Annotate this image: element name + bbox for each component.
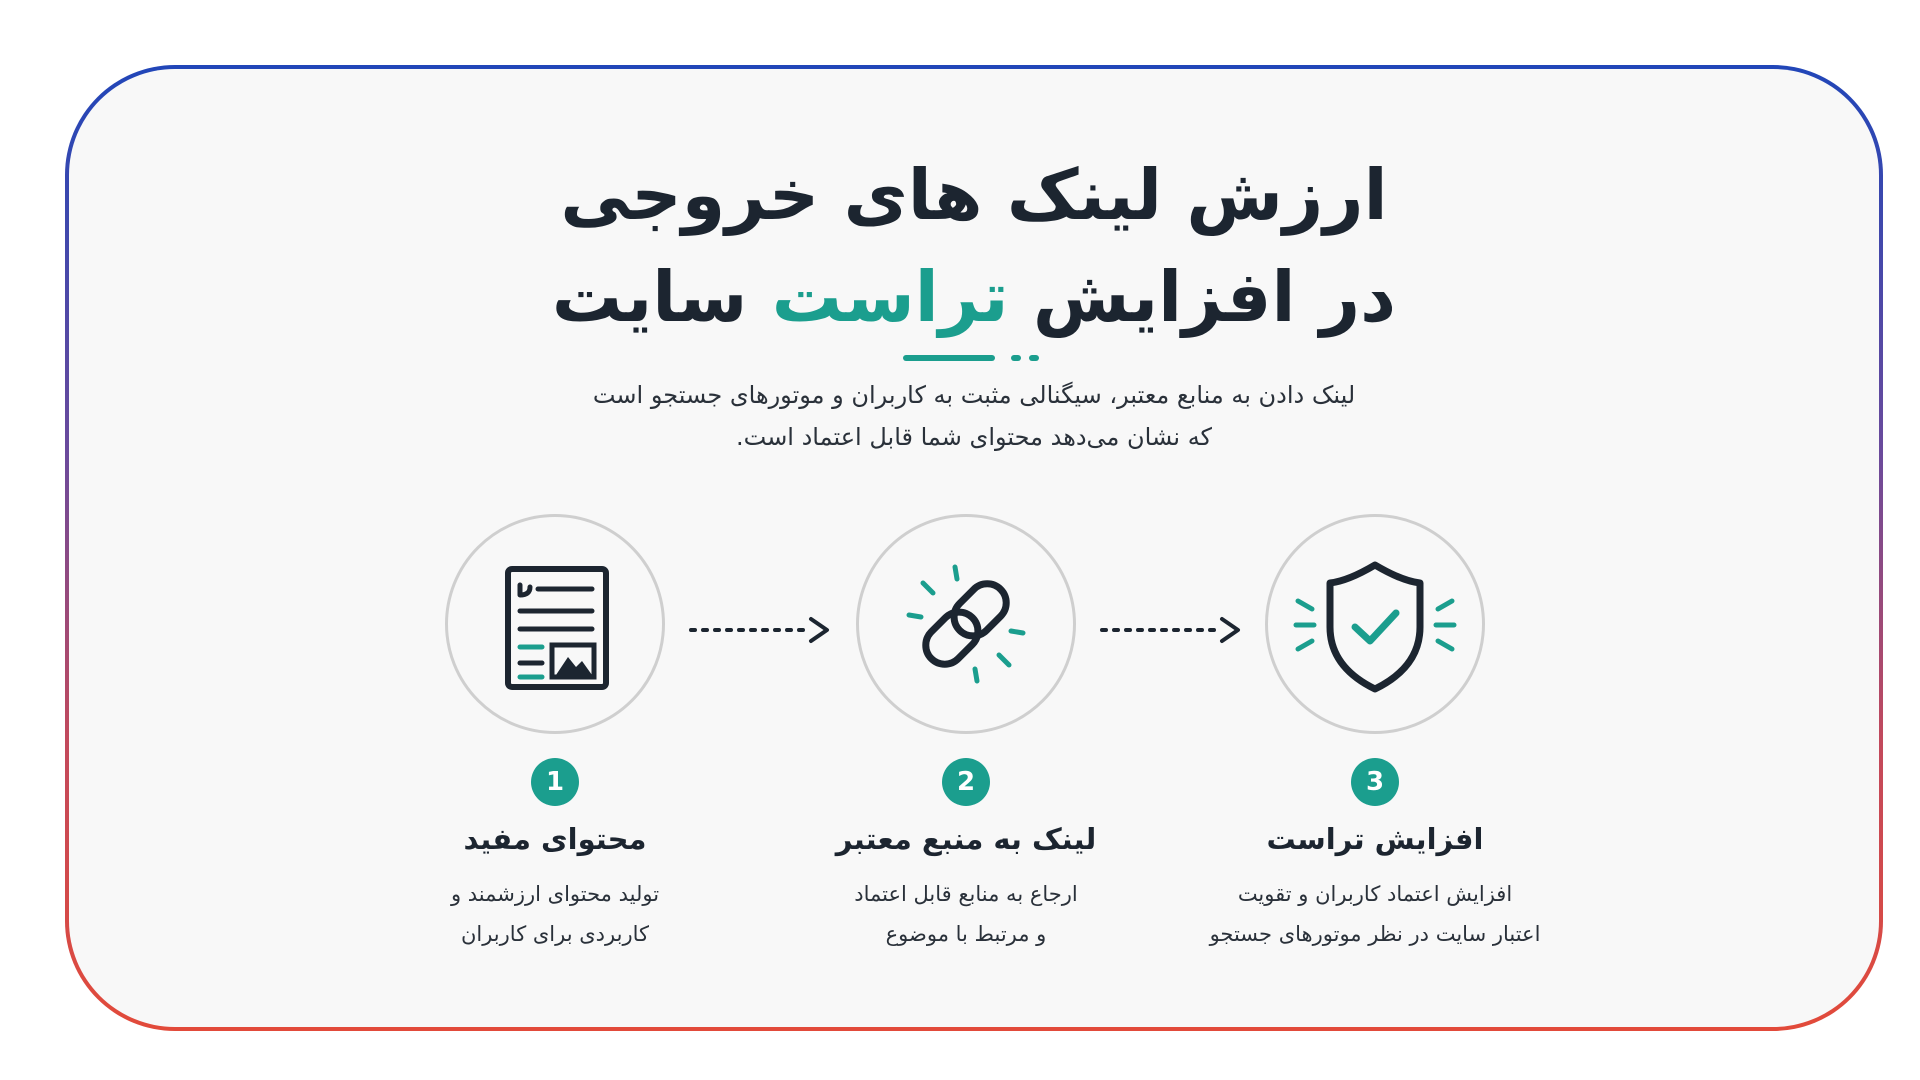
step-2-description-line-1: ارجاع به منابع قابل اعتماد	[854, 882, 1078, 906]
step-1-description	[345, 874, 765, 954]
divider-bar	[903, 355, 995, 361]
document-icon	[448, 517, 662, 731]
shield-check-icon	[1268, 517, 1482, 731]
step-3-circle	[1265, 514, 1485, 734]
step-3-badge: 3	[1351, 758, 1399, 806]
title-line-2-end: سایت	[551, 256, 748, 338]
title-line-1: ارزش لینک های خروجی	[560, 154, 1388, 236]
step-3-description-line-1: افزایش اعتماد کاربران و تقویت	[1237, 882, 1513, 906]
step-2-description-line-2: و مرتبط با موضوع	[885, 922, 1047, 946]
step-2-circle	[856, 514, 1076, 734]
step-1-circle	[445, 514, 665, 734]
arrow-icon	[687, 614, 837, 646]
step-1-description-line-2: کاربردی برای کاربران	[460, 922, 650, 946]
title-accent-word: تراست	[771, 256, 1009, 338]
intro-line-1: لینک دادن به منابع معتبر، سیگنالی مثبت به کاربران و موتورهای جستجو است	[592, 381, 1356, 409]
step-1-title: محتوای مفید	[463, 822, 647, 856]
step-2-badge: 2	[942, 758, 990, 806]
title-line-2	[69, 246, 1879, 348]
step-1-badge: 1	[531, 758, 579, 806]
intro-text	[69, 374, 1879, 458]
title-divider	[903, 355, 1043, 361]
link-icon	[859, 517, 1073, 731]
divider-dot	[1011, 355, 1021, 361]
arrow-icon	[1098, 614, 1248, 646]
card-frame	[65, 65, 1883, 1031]
page-title	[69, 144, 1879, 348]
card-panel	[69, 69, 1879, 1027]
title-line-2-start: در افزایش	[1032, 256, 1397, 338]
intro-line-2: که نشان می‌دهد محتوای شما قابل اعتماد است.	[736, 423, 1212, 451]
step-3-title: افزایش تراست	[1266, 822, 1484, 856]
step-2-title: لینک به منبع معتبر	[835, 822, 1097, 856]
step-1-description-line-1: تولید محتوای ارزشمند و	[450, 882, 660, 906]
divider-dot	[1029, 355, 1039, 361]
step-2-description	[756, 874, 1176, 954]
step-3-description	[1165, 874, 1585, 954]
step-3-description-line-2: اعتبار سایت در نظر موتورهای جستجو	[1209, 922, 1541, 946]
